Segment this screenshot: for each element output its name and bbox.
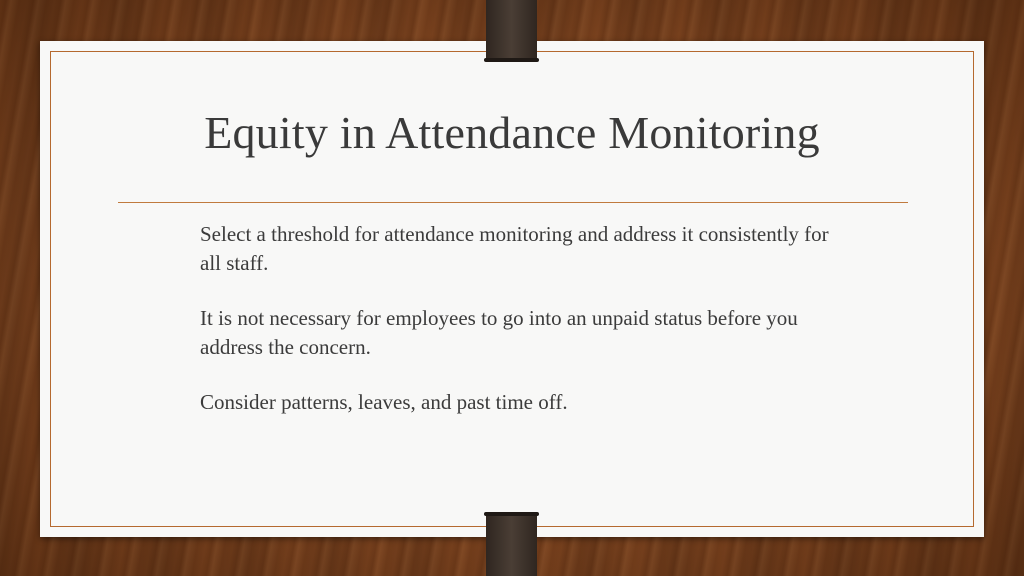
top-clip-tab [486,0,537,62]
body-paragraph-2: It is not necessary for employees to go into an unpaid status before you address the concern. [200,306,798,359]
body-paragraph-1: Select a threshold for attendance monitoring and address it consistently for all staff. [200,222,829,275]
title-divider [118,202,908,203]
slide-title: Equity in Attendance Monitoring [204,107,820,158]
bottom-clip-tab [486,512,537,576]
slide-body [200,220,840,443]
body-paragraph-3: Consider patterns, leaves, and past time off. [200,390,568,414]
